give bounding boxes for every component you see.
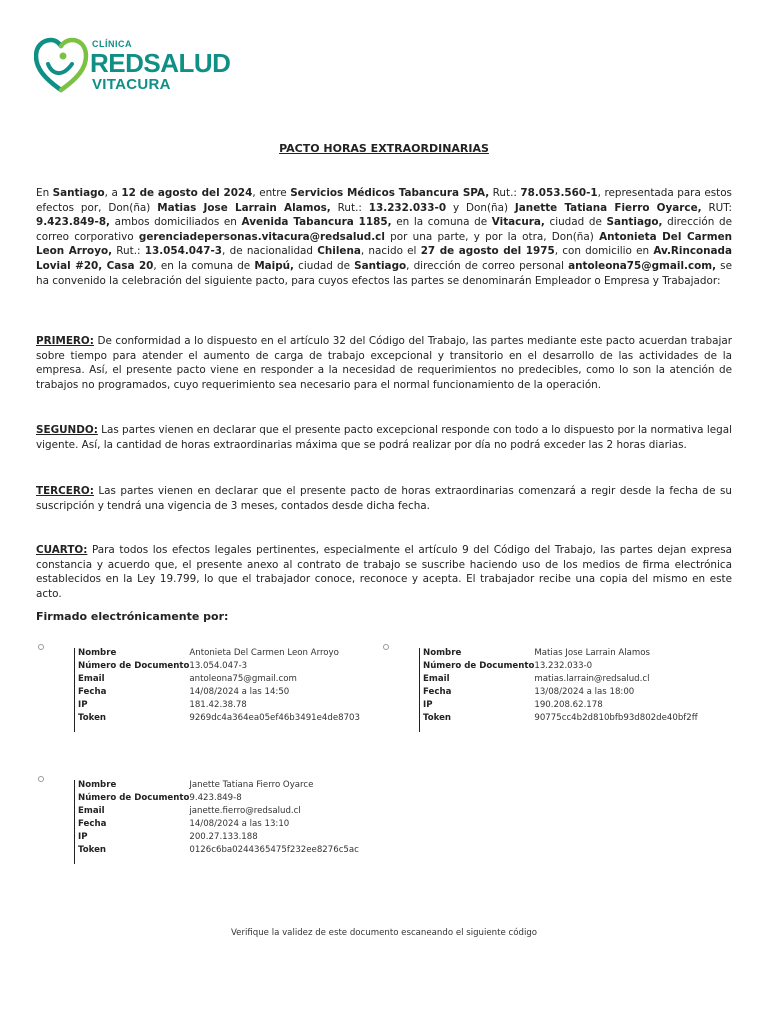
signature-row-ip: IP 181.42.38.78: [78, 700, 360, 713]
signature-divider: [419, 648, 420, 732]
clause-cuarto: [36, 543, 732, 601]
clause-text: Las partes vienen en declarar que el presente pacto de horas extraordinarias comenzará a regir desde la fecha de su suscripción y tendrá una vigencia de 3 meses, contados desde dicha fecha.: [36, 485, 732, 512]
signer-email: janette.fierro@redsalud.cl: [189, 806, 301, 816]
signature-row-token: Token 90775cc4b2d810bfb93d802de40bf2ff: [423, 713, 698, 726]
signature-row-name: Nombre Matias Jose Larrain Alamos: [423, 648, 698, 661]
clause-label: SEGUNDO:: [36, 424, 98, 436]
clause-text: De conformidad a lo dispuesto en el artículo 32 del Código del Trabajo, las partes mediante este pacto acuerdan trabajar sobre tiempo para atender el aumento de carga de trabajo excepcional y transitorio en el desarrollo de las actividades de la empresa. Así, el presente pacto viene en responder a la necesidad de requerimientos no predecibles, como lo son la atención de trabajos no programados, cuyo requerimiento sea necesario para el normal funcionamiento de la operación.: [36, 335, 732, 391]
signature-row-ip: IP 200.27.133.188: [78, 832, 359, 845]
signer-token: 9269dc4a364ea05ef46b3491e4de8703: [189, 713, 360, 723]
signature-table: [78, 648, 360, 726]
signer-token: 90775cc4b2d810bfb93d802de40bf2ff: [534, 713, 698, 723]
signature-row-email: Email antoleona75@gmail.com: [78, 674, 360, 687]
signature-row-ip: IP 190.208.62.178: [423, 700, 698, 713]
signature-row-token: Token 0126c6ba0244365475f232ee8276c5ac: [78, 845, 359, 858]
intro-paragraph: En Santiago, a 12 de agosto del 2024, entre Servicios Médicos Tabancura SPA, Rut.: 78.053.560-1, representada para estos efectos por, Don(ña) Matias Jose Larrain Alamos, Rut.: 13.232.033-0 y Don(ña) Janette Tatiana Fierro Oyarce, RUT: 9.423.849-8, ambos domiciliados en Avenida Tabancura 1185, en la comuna de Vitacura, ciudad de Santiago, dirección de correo corporativo gerenciadepersonas.vitacura@redsalud.cl por una parte, y por la otra, Don(ña) Antonieta Del Carmen Leon Arroyo, Rut.: 13.054.047-3, de nacionalidad Chilena, nacido el 27 de agosto del 1975, con domicilio en Av.Rinconada Lovial #20, Casa 20, en la comuna de Maipú, ciudad de Santiago, dirección de correo personal antoleona75@gmail.com, se ha convenido la celebración del siguiente pacto, para cuyos efectos las partes se denominarán Empleador o Empresa y Trabajador:: [36, 187, 733, 287]
signature-row-date: Fecha 14/08/2024 a las 14:50: [78, 687, 360, 700]
signer-date: 14/08/2024 a las 13:10: [189, 819, 290, 829]
signature-row-name: Nombre Antonieta Del Carmen Leon Arroyo: [78, 648, 360, 661]
signer-token: 0126c6ba0244365475f232ee8276c5ac: [189, 845, 359, 855]
signature-row-doc: Número de Documento 13.232.033-0: [423, 661, 698, 674]
signer-doc: 9.423.849-8: [189, 793, 242, 803]
signer-doc: 13.232.033-0: [534, 661, 593, 671]
signer-email: antoleona75@gmail.com: [189, 674, 297, 684]
bullet-icon: [38, 776, 44, 782]
signer-email: matias.larrain@redsalud.cl: [534, 674, 650, 684]
signer-doc: 13.054.047-3: [189, 661, 248, 671]
signature-row-date: Fecha 14/08/2024 a las 13:10: [78, 819, 359, 832]
verification-note: Verifique la validez de este documento escaneando el siguiente código: [230, 928, 538, 938]
clause-text: Para todos los efectos legales pertinentes, especialmente el artículo 9 del Código del Trabajo, las partes dejan expresa constancia y acuerdo que, el presente anexo al contrato de trabajo se suscribe haciendo uso de los medios de firma electrónica establecidos en la Ley 19.799, lo que el trabajador conoce, reconoce y acepta. El trabajador recibe una copia del mismo en este acto.: [36, 544, 732, 600]
clause-label: TERCERO:: [36, 485, 94, 497]
document-title: PACTO HORAS EXTRAORDINARIAS: [279, 142, 489, 155]
signature-divider: [74, 780, 75, 864]
signature-row-doc: Número de Documento 13.054.047-3: [78, 661, 360, 674]
signed-by-heading: Firmado electrónicamente por:: [36, 610, 229, 623]
signer-name: Janette Tatiana Fierro Oyarce: [189, 780, 314, 790]
signature-table: [423, 648, 698, 726]
signer-date: 14/08/2024 a las 14:50: [189, 687, 290, 697]
signer-date: 13/08/2024 a las 18:00: [534, 687, 635, 697]
signer-ip: 181.42.38.78: [189, 700, 247, 710]
signature-row-date: Fecha 13/08/2024 a las 18:00: [423, 687, 698, 700]
signer-name: Antonieta Del Carmen Leon Arroyo: [189, 648, 339, 658]
signer-name: Matias Jose Larrain Alamos: [534, 648, 651, 658]
bullet-icon: [38, 644, 44, 650]
signer-ip: 190.208.62.178: [534, 700, 603, 710]
signer-ip: 200.27.133.188: [189, 832, 258, 842]
signature-divider: [74, 648, 75, 732]
signature-row-token: Token 9269dc4a364ea05ef46b3491e4de8703: [78, 713, 360, 726]
clause-primero: [36, 334, 732, 392]
bullet-icon: [383, 644, 389, 650]
logo-clinica-text: CLÍNICA: [92, 39, 132, 49]
signature-row-doc: Número de Documento 9.423.849-8: [78, 793, 359, 806]
signature-row-email: Email matias.larrain@redsalud.cl: [423, 674, 698, 687]
clause-label: CUARTO:: [36, 544, 88, 556]
logo-redsalud-text: REDSALUD: [90, 48, 231, 78]
heart-logo-icon: [34, 34, 92, 94]
clause-label: PRIMERO:: [36, 335, 94, 347]
redsalud-logo: [34, 34, 234, 96]
clause-tercero: [36, 484, 732, 513]
signature-row-name: Nombre Janette Tatiana Fierro Oyarce: [78, 780, 359, 793]
clause-segundo: [36, 423, 732, 452]
logo-vitacura-text: VITACURA: [92, 76, 171, 93]
signature-row-email: Email janette.fierro@redsalud.cl: [78, 806, 359, 819]
clause-text: Las partes vienen en declarar que el presente pacto excepcional responde con todo a lo dispuesto por la normativa legal vigente. Así, la cantidad de horas extraordinarias máxima que se podrá realizar por día no podrá exceder las 2 horas diarias.: [36, 424, 732, 451]
signature-table: [78, 780, 359, 858]
